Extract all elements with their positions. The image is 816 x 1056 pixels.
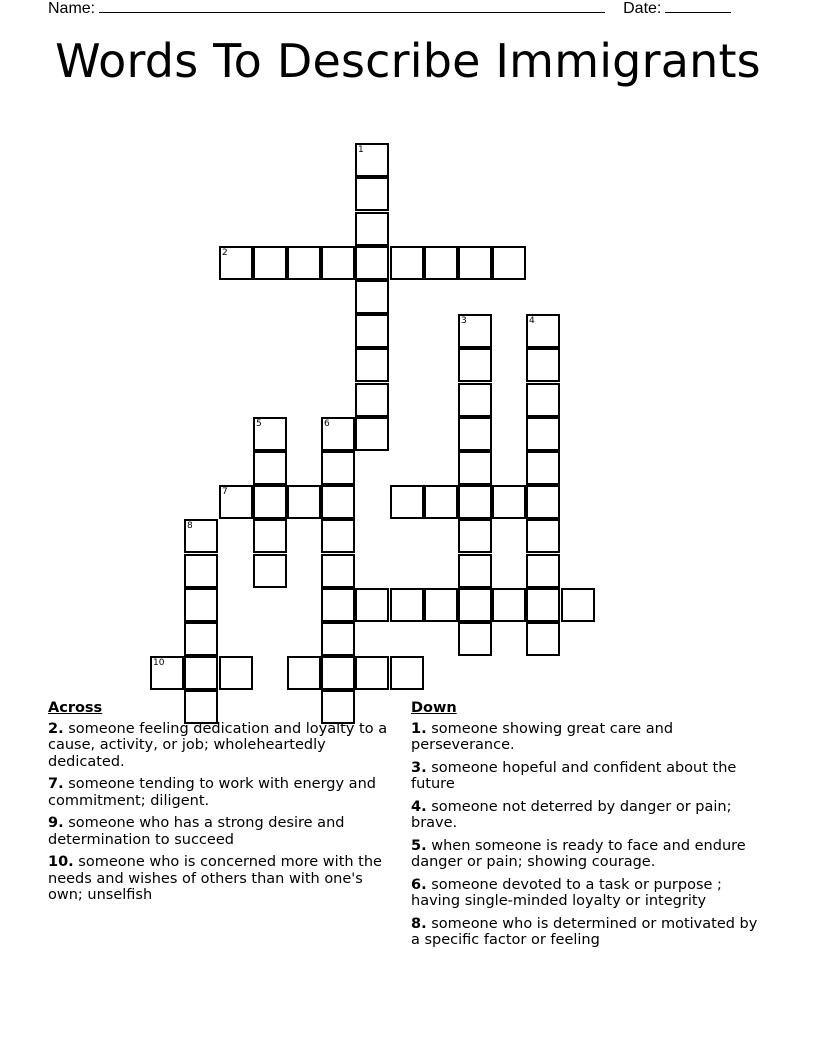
grid-cell[interactable]	[184, 554, 218, 588]
grid-cell[interactable]	[321, 588, 355, 622]
grid-cell[interactable]	[492, 588, 526, 622]
grid-cell[interactable]	[458, 519, 492, 553]
grid-cell[interactable]	[219, 246, 253, 280]
clue-item	[48, 815, 393, 848]
clue-text: someone showing great care and perseverance.	[411, 720, 674, 753]
grid-cell[interactable]	[355, 177, 389, 211]
grid-cell[interactable]	[355, 280, 389, 314]
grid-cell[interactable]	[526, 554, 560, 588]
grid-cell[interactable]	[184, 656, 218, 690]
grid-cell[interactable]	[458, 417, 492, 451]
clue-item	[411, 760, 761, 793]
clue-text: someone tending to work with energy and commitment; diligent.	[48, 776, 376, 809]
grid-cell[interactable]	[458, 588, 492, 622]
grid-cell[interactable]	[253, 554, 287, 588]
grid-cell[interactable]	[253, 519, 287, 553]
grid-cell[interactable]	[355, 383, 389, 417]
clue-item	[411, 838, 761, 871]
grid-cell[interactable]	[321, 519, 355, 553]
grid-cell[interactable]	[355, 143, 389, 177]
name-label: Name:	[48, 0, 96, 17]
grid-cell[interactable]	[390, 656, 424, 690]
clue-number: 3	[461, 316, 467, 326]
page-title: Words To Describe Immigrants	[55, 34, 761, 88]
grid-cell[interactable]	[390, 246, 424, 280]
grid-cell[interactable]	[184, 588, 218, 622]
grid-cell[interactable]	[526, 622, 560, 656]
clue-item	[411, 916, 761, 949]
grid-cell[interactable]	[458, 314, 492, 348]
grid-cell[interactable]	[321, 656, 355, 690]
clue-number: 2.	[48, 720, 64, 737]
grid-cell[interactable]	[355, 656, 389, 690]
grid-cell[interactable]	[458, 451, 492, 485]
grid-cell[interactable]	[321, 485, 355, 519]
clue-number: 6	[324, 419, 330, 429]
grid-cell[interactable]	[458, 485, 492, 519]
clue-number: 6.	[411, 876, 427, 893]
clue-number: 2	[222, 248, 228, 258]
clue-number: 8.	[411, 915, 427, 932]
clue-number: 1	[358, 145, 364, 155]
grid-cell[interactable]	[492, 485, 526, 519]
grid-cell[interactable]	[424, 588, 458, 622]
grid-cell[interactable]	[219, 656, 253, 690]
clue-text: someone feeling dedication and loyalty to a cause, activity, or job; wholeheartedly dedicated.	[48, 720, 388, 770]
clue-number: 7.	[48, 776, 64, 792]
grid-cell[interactable]	[287, 656, 321, 690]
clue-number: 8	[187, 521, 193, 531]
grid-cell[interactable]	[458, 246, 492, 280]
clue-number: 4.	[411, 798, 427, 815]
clue-number: 5	[256, 419, 262, 429]
clue-text: someone devoted to a task or purpose ; having single-minded loyalty or integrity	[411, 876, 722, 909]
grid-cell[interactable]	[355, 212, 389, 246]
clue-item	[48, 776, 393, 809]
grid-cell[interactable]	[526, 383, 560, 417]
clue-number: 9.	[48, 815, 64, 831]
grid-cell[interactable]	[287, 246, 321, 280]
grid-cell[interactable]	[458, 383, 492, 417]
clue-text: someone who has a strong desire and determination to succeed	[48, 815, 345, 848]
grid-cell[interactable]	[321, 554, 355, 588]
grid-cell[interactable]	[321, 622, 355, 656]
grid-cell[interactable]	[390, 485, 424, 519]
grid-cell[interactable]	[561, 588, 595, 622]
grid-cell[interactable]	[526, 519, 560, 553]
grid-cell[interactable]	[253, 417, 287, 451]
clue-number: 3.	[411, 759, 427, 776]
grid-cell[interactable]	[253, 485, 287, 519]
clue-number: 7	[222, 487, 228, 497]
grid-cell[interactable]	[253, 246, 287, 280]
clue-text: someone who is determined or motivated by a specific factor or feeling	[411, 915, 758, 948]
down-heading: Down	[411, 700, 457, 716]
grid-cell[interactable]	[253, 451, 287, 485]
clue-text: someone hopeful and confident about the future	[411, 759, 737, 792]
grid-cell[interactable]	[390, 588, 424, 622]
across-heading: Across	[48, 700, 103, 716]
grid-cell[interactable]	[526, 348, 560, 382]
clue-item	[48, 721, 393, 771]
clue-number: 1.	[411, 720, 427, 737]
grid-cell[interactable]	[492, 246, 526, 280]
grid-cell[interactable]	[458, 348, 492, 382]
grid-cell[interactable]	[287, 485, 321, 519]
grid-cell[interactable]	[150, 656, 184, 690]
grid-cell[interactable]	[355, 246, 389, 280]
grid-cell[interactable]	[355, 348, 389, 382]
clue-number: 5.	[411, 837, 427, 854]
grid-cell[interactable]	[424, 246, 458, 280]
grid-cell[interactable]	[458, 622, 492, 656]
grid-cell[interactable]	[355, 417, 389, 451]
down-clues	[411, 700, 761, 955]
clue-item	[411, 799, 761, 832]
grid-cell[interactable]	[526, 417, 560, 451]
grid-cell[interactable]	[219, 485, 253, 519]
clue-number: 10.	[48, 854, 74, 870]
clue-text: when someone is ready to face and endure danger or pain; showing courage.	[411, 837, 746, 870]
across-clues	[48, 700, 393, 910]
clue-item	[411, 721, 761, 754]
grid-cell[interactable]	[355, 588, 389, 622]
grid-cell[interactable]	[321, 417, 355, 451]
grid-cell[interactable]	[526, 588, 560, 622]
clue-text: someone who is concerned more with the needs and wishes of others than with one's own; unselfish	[48, 854, 382, 903]
grid-cell[interactable]	[526, 314, 560, 348]
grid-cell[interactable]	[355, 314, 389, 348]
grid-cell[interactable]	[321, 451, 355, 485]
clue-number: 10	[153, 658, 165, 668]
clue-item	[411, 877, 761, 910]
grid-cell[interactable]	[184, 519, 218, 553]
clue-number: 4	[529, 316, 535, 326]
date-label: Date:	[623, 0, 662, 17]
grid-cell[interactable]	[526, 451, 560, 485]
grid-cell[interactable]	[321, 246, 355, 280]
grid-cell[interactable]	[424, 485, 458, 519]
grid-cell[interactable]	[458, 554, 492, 588]
grid-cell[interactable]	[184, 622, 218, 656]
clue-text: someone not deterred by danger or pain; brave.	[411, 798, 732, 831]
clue-item	[48, 854, 393, 904]
grid-cell[interactable]	[526, 485, 560, 519]
